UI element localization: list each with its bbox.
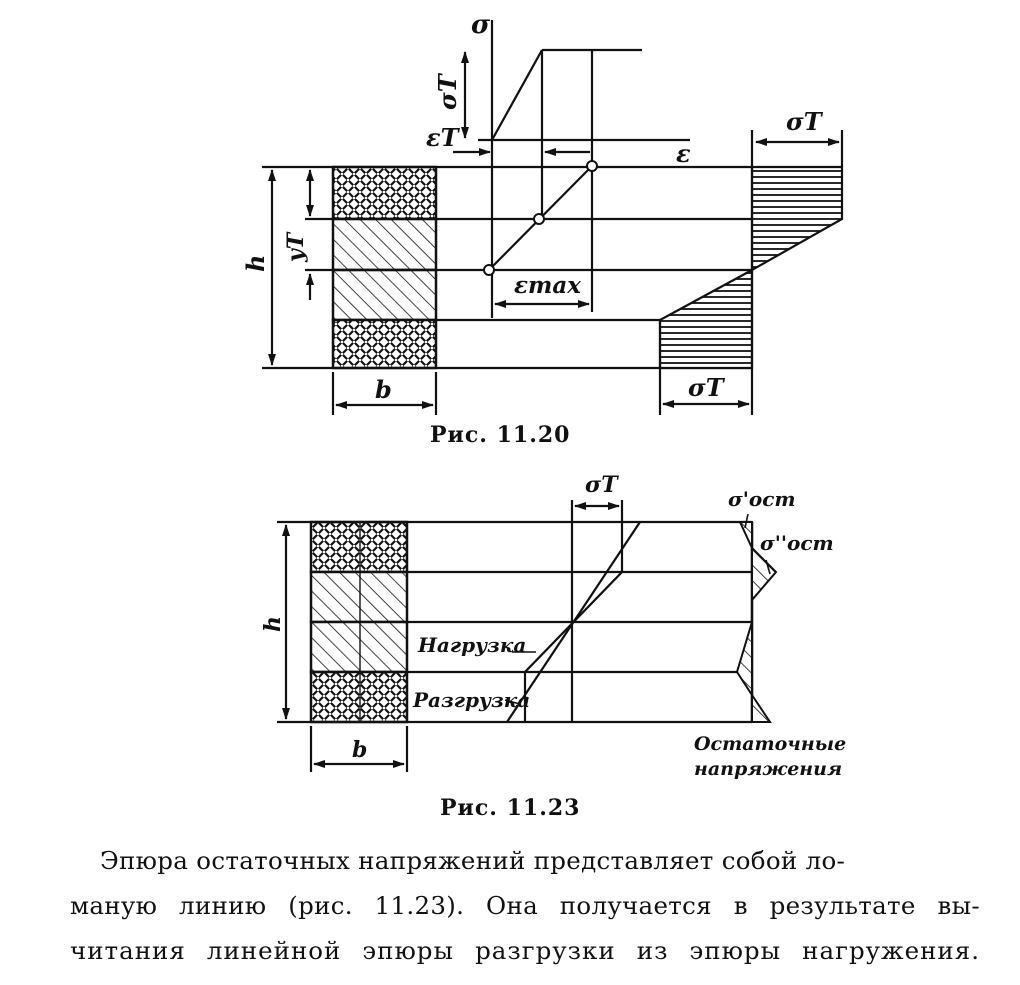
figure-caption-11-23: Рис. 11.23 xyxy=(440,795,581,821)
section2-top-crosshatch xyxy=(311,522,407,572)
label2-unload: Разгрузка xyxy=(413,688,531,712)
label2-residual-2: напряжения xyxy=(694,758,843,780)
label-sigma-t-top: σT xyxy=(786,107,822,136)
paragraph-line-3: читания линейной эпюры разгрузки из эпюры нагружения. xyxy=(70,936,980,965)
residual-epure-4 xyxy=(752,695,770,722)
section-top-crosshatch xyxy=(333,167,436,219)
label-y-t: yT xyxy=(283,232,309,262)
label-sigma-t-axis: σT xyxy=(433,74,462,110)
label-eps: ε xyxy=(676,139,691,168)
paragraph-line-2: маную линию (рис. 11.23). Она получается в результате вы- xyxy=(70,891,980,920)
section-bottom-crosshatch xyxy=(333,320,436,368)
stress-epure-top xyxy=(752,167,842,270)
label-sigma: σ xyxy=(471,10,491,40)
label-h: h xyxy=(241,254,270,272)
section2-bottom-crosshatch xyxy=(311,672,407,722)
residual-epure-2 xyxy=(752,548,776,600)
label-eps-t: εT xyxy=(426,123,459,152)
label-eps-max: εmax xyxy=(514,272,581,299)
label2-sigma-ost-1: σ'ост xyxy=(728,487,796,511)
label2-sigma-t: σT xyxy=(585,472,618,498)
label-b: b xyxy=(375,375,392,404)
figure-caption-11-20: Рис. 11.20 xyxy=(430,422,571,448)
body-paragraph xyxy=(70,838,980,973)
section-middle-hatch-lower xyxy=(333,270,436,320)
section2-middle-hatch-upper xyxy=(311,572,407,622)
stress-epure-bottom xyxy=(660,270,752,368)
label2-residual-1: Остаточные xyxy=(694,733,847,755)
section-middle-hatch-upper xyxy=(333,219,436,270)
label2-b: b xyxy=(352,737,368,763)
residual-epure-3 xyxy=(737,622,752,695)
label2-h: h xyxy=(260,616,286,632)
figure-11-20 xyxy=(262,20,842,415)
label2-load: Нагрузка xyxy=(418,633,527,657)
label2-sigma-ost-2: σ''ост xyxy=(760,531,834,555)
figure-11-23 xyxy=(277,500,776,772)
label-sigma-t-bottom: σT xyxy=(688,373,724,402)
section2-middle-hatch-lower xyxy=(311,622,407,672)
paragraph-line-1: Эпюра остаточных напряжений представляет собой ло- xyxy=(100,846,846,875)
